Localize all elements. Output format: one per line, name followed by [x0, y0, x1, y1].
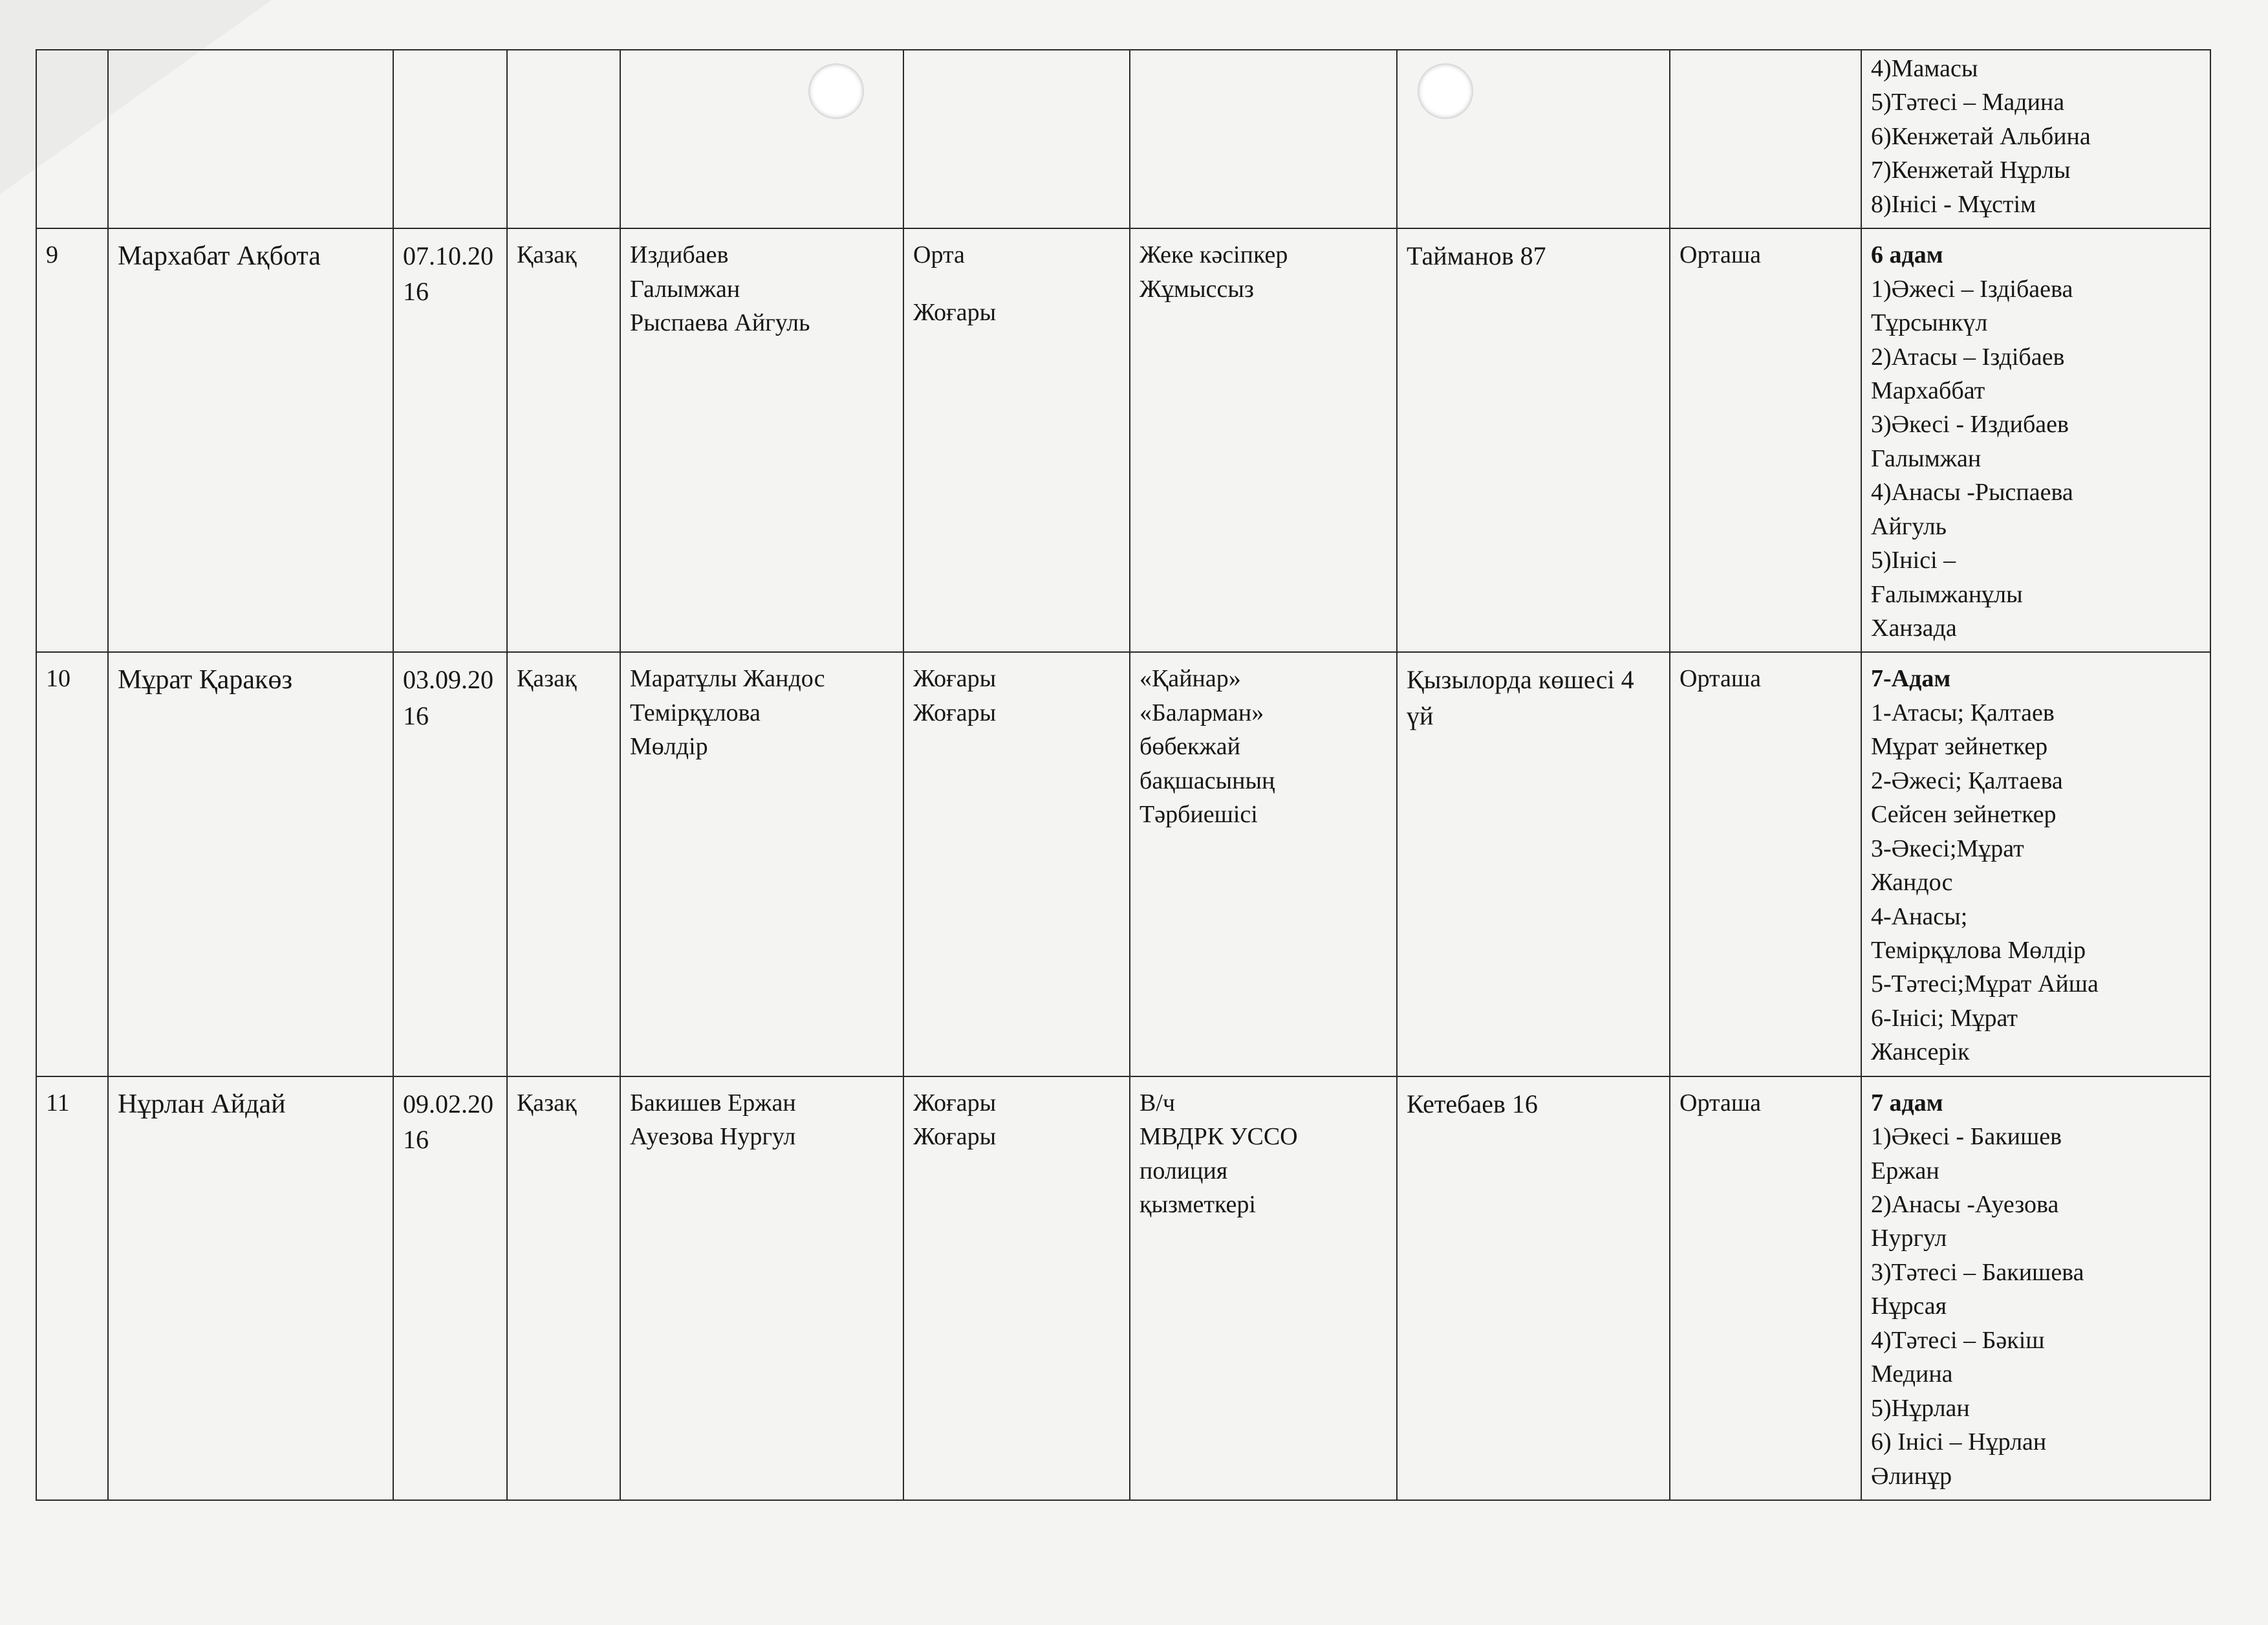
cell-education: [903, 228, 1130, 652]
cell-name: [108, 50, 393, 228]
family-line: Жансерік: [1871, 1038, 1970, 1066]
family-line: 3)Әкесі - Издибаев: [1871, 411, 2069, 439]
education-line: Жоғары: [913, 1123, 997, 1151]
family-line: 2)Атасы – Іздібаев: [1871, 343, 2065, 371]
work-line: В/ч: [1139, 1089, 1176, 1117]
family-line: Темірқұлова Мөлдір: [1871, 936, 2086, 964]
cell-dob: [393, 50, 507, 228]
family-line: Айгуль: [1871, 512, 1947, 540]
cell-parents: [620, 652, 903, 1076]
cell-income: Орташа: [1670, 1076, 1861, 1500]
cell-num: 9: [36, 228, 108, 652]
family-line: 3-Әкесі;Мұрат: [1871, 834, 2024, 862]
cell-family: [1861, 50, 2210, 228]
cell-family: [1861, 652, 2210, 1076]
work-line: Жеке кәсіпкер: [1139, 241, 1288, 269]
table-row: [36, 1076, 2210, 1500]
cell-nationality: Қазақ: [507, 1076, 620, 1500]
family-line: Тұрсынкүл: [1871, 309, 1988, 337]
family-line: Мұрат зейнеткер: [1871, 733, 2048, 761]
cell-income: [1670, 50, 1861, 228]
cell-name: Нұрлан Айдай: [108, 1076, 393, 1500]
family-line: Ханзада: [1871, 615, 1957, 642]
cell-nationality: Қазақ: [507, 228, 620, 652]
cell-dob: 07.10.2016: [393, 228, 507, 652]
family-line: 5-Тәтесі;Мұрат Айша: [1871, 970, 2099, 998]
family-line: Жандос: [1871, 869, 1953, 897]
education-line: Жоғары: [913, 699, 997, 726]
family-line: 1-Атасы; Қалтаев: [1871, 699, 2055, 726]
cell-address: Кетебаев 16: [1397, 1076, 1670, 1500]
family-line: Сейсен зейнеткер: [1871, 801, 2057, 829]
cell-dob: 09.02.2016: [393, 1076, 507, 1500]
cell-dob: 03.09.2016: [393, 652, 507, 1076]
parent-line: Темірқұлова: [630, 699, 761, 726]
education-line: Орта: [913, 241, 965, 269]
cell-family: [1861, 228, 2210, 652]
family-count: 6 адам: [1871, 241, 1943, 269]
work-line: МВДРК УССО: [1139, 1123, 1298, 1151]
family-line: 4)Анасы -Рыспаева: [1871, 479, 2073, 507]
family-line: 2-Әжесі; Қалтаева: [1871, 767, 2063, 794]
education-line: Жоғары: [913, 665, 997, 693]
work-line: бақшасының: [1139, 767, 1275, 794]
family-line: Нұрсая: [1871, 1292, 1947, 1320]
work-line: Тәрбиешісі: [1139, 801, 1258, 829]
cell-parents: [620, 1076, 903, 1500]
cell-income: Орташа: [1670, 652, 1861, 1076]
work-line: полиция: [1139, 1157, 1228, 1184]
cell-education: [903, 1076, 1130, 1500]
cell-num: 10: [36, 652, 108, 1076]
work-line: «Баларман»: [1139, 699, 1264, 726]
table-row: [36, 652, 2210, 1076]
cell-work: [1130, 652, 1397, 1076]
cell-address: Қызылорда көшесі 4 үй: [1397, 652, 1670, 1076]
cell-name: Мархабат Ақбота: [108, 228, 393, 652]
cell-address: Тайманов 87: [1397, 228, 1670, 652]
family-line: 5)Тәтесі – Мадина: [1871, 89, 2065, 116]
cell-parents: [620, 228, 903, 652]
family-line: 5)Нұрлан: [1871, 1394, 1970, 1422]
family-line: 4)Тәтесі – Бәкіш: [1871, 1326, 2045, 1354]
parent-line: Маратұлы Жандос: [630, 665, 825, 693]
family-line: 6)Кенжетай Альбина: [1871, 122, 2091, 150]
family-line: Ержан: [1871, 1157, 1939, 1184]
work-line: қызметкері: [1139, 1191, 1256, 1218]
cell-work: [1130, 50, 1397, 228]
family-line: 6) Інісі – Нұрлан: [1871, 1428, 2047, 1456]
parent-line: Ауезова Нургул: [630, 1123, 796, 1151]
family-line: Ғалымжанұлы: [1871, 580, 2023, 608]
punch-hole: [808, 63, 864, 119]
family-line: Нургул: [1871, 1225, 1947, 1252]
table-row-continuation: [36, 50, 2210, 228]
parent-line: Галымжан: [630, 275, 740, 303]
family-line: 4-Анасы;: [1871, 902, 1968, 930]
cell-num: [36, 50, 108, 228]
cell-education: [903, 50, 1130, 228]
family-line: Мархаббат: [1871, 376, 1985, 404]
cell-nationality: [507, 50, 620, 228]
family-count: 7-Адам: [1871, 665, 1951, 693]
family-count: 7 адам: [1871, 1089, 1943, 1117]
cell-income: Орташа: [1670, 228, 1861, 652]
family-line: 4)Мамасы: [1871, 55, 1978, 82]
family-line: 1)Әкесі - Бакишев: [1871, 1123, 2062, 1151]
family-line: Галымжан: [1871, 444, 1982, 472]
family-line: 8)Інісі - Мұстім: [1871, 190, 2036, 218]
education-line: Жоғары: [913, 298, 997, 326]
register-table: [36, 49, 2211, 1501]
cell-parents: [620, 50, 903, 228]
work-line: «Қайнар»: [1139, 665, 1241, 693]
work-line: Жұмыссыз: [1139, 275, 1254, 303]
cell-family: [1861, 1076, 2210, 1500]
family-line: Медина: [1871, 1360, 1953, 1388]
parent-line: Мөлдір: [630, 733, 708, 761]
cell-work: [1130, 228, 1397, 652]
family-line: 6-Інісі; Мұрат: [1871, 1004, 2018, 1032]
family-line: 2)Анасы -Ауезова: [1871, 1191, 2059, 1218]
punch-hole: [1418, 63, 1473, 119]
cell-nationality: Қазақ: [507, 652, 620, 1076]
cell-work: [1130, 1076, 1397, 1500]
family-line: 1)Әжесі – Іздібаева: [1871, 275, 2073, 303]
family-line: 3)Тәтесі – Бакишева: [1871, 1258, 2084, 1286]
cell-name: Мұрат Қаракөз: [108, 652, 393, 1076]
parent-line: Издибаев: [630, 241, 729, 269]
cell-education: [903, 652, 1130, 1076]
work-line: бөбекжай: [1139, 733, 1240, 761]
education-line: Жоғары: [913, 1089, 997, 1117]
table-row: [36, 228, 2210, 652]
cell-num: 11: [36, 1076, 108, 1500]
parent-line: Рыспаева Айгуль: [630, 309, 810, 337]
family-line: 5)Інісі –: [1871, 547, 1956, 574]
family-line: 7)Кенжетай Нұрлы: [1871, 157, 2071, 184]
parent-line: Бакишев Ержан: [630, 1089, 796, 1117]
family-line: Әлинұр: [1871, 1462, 1952, 1490]
